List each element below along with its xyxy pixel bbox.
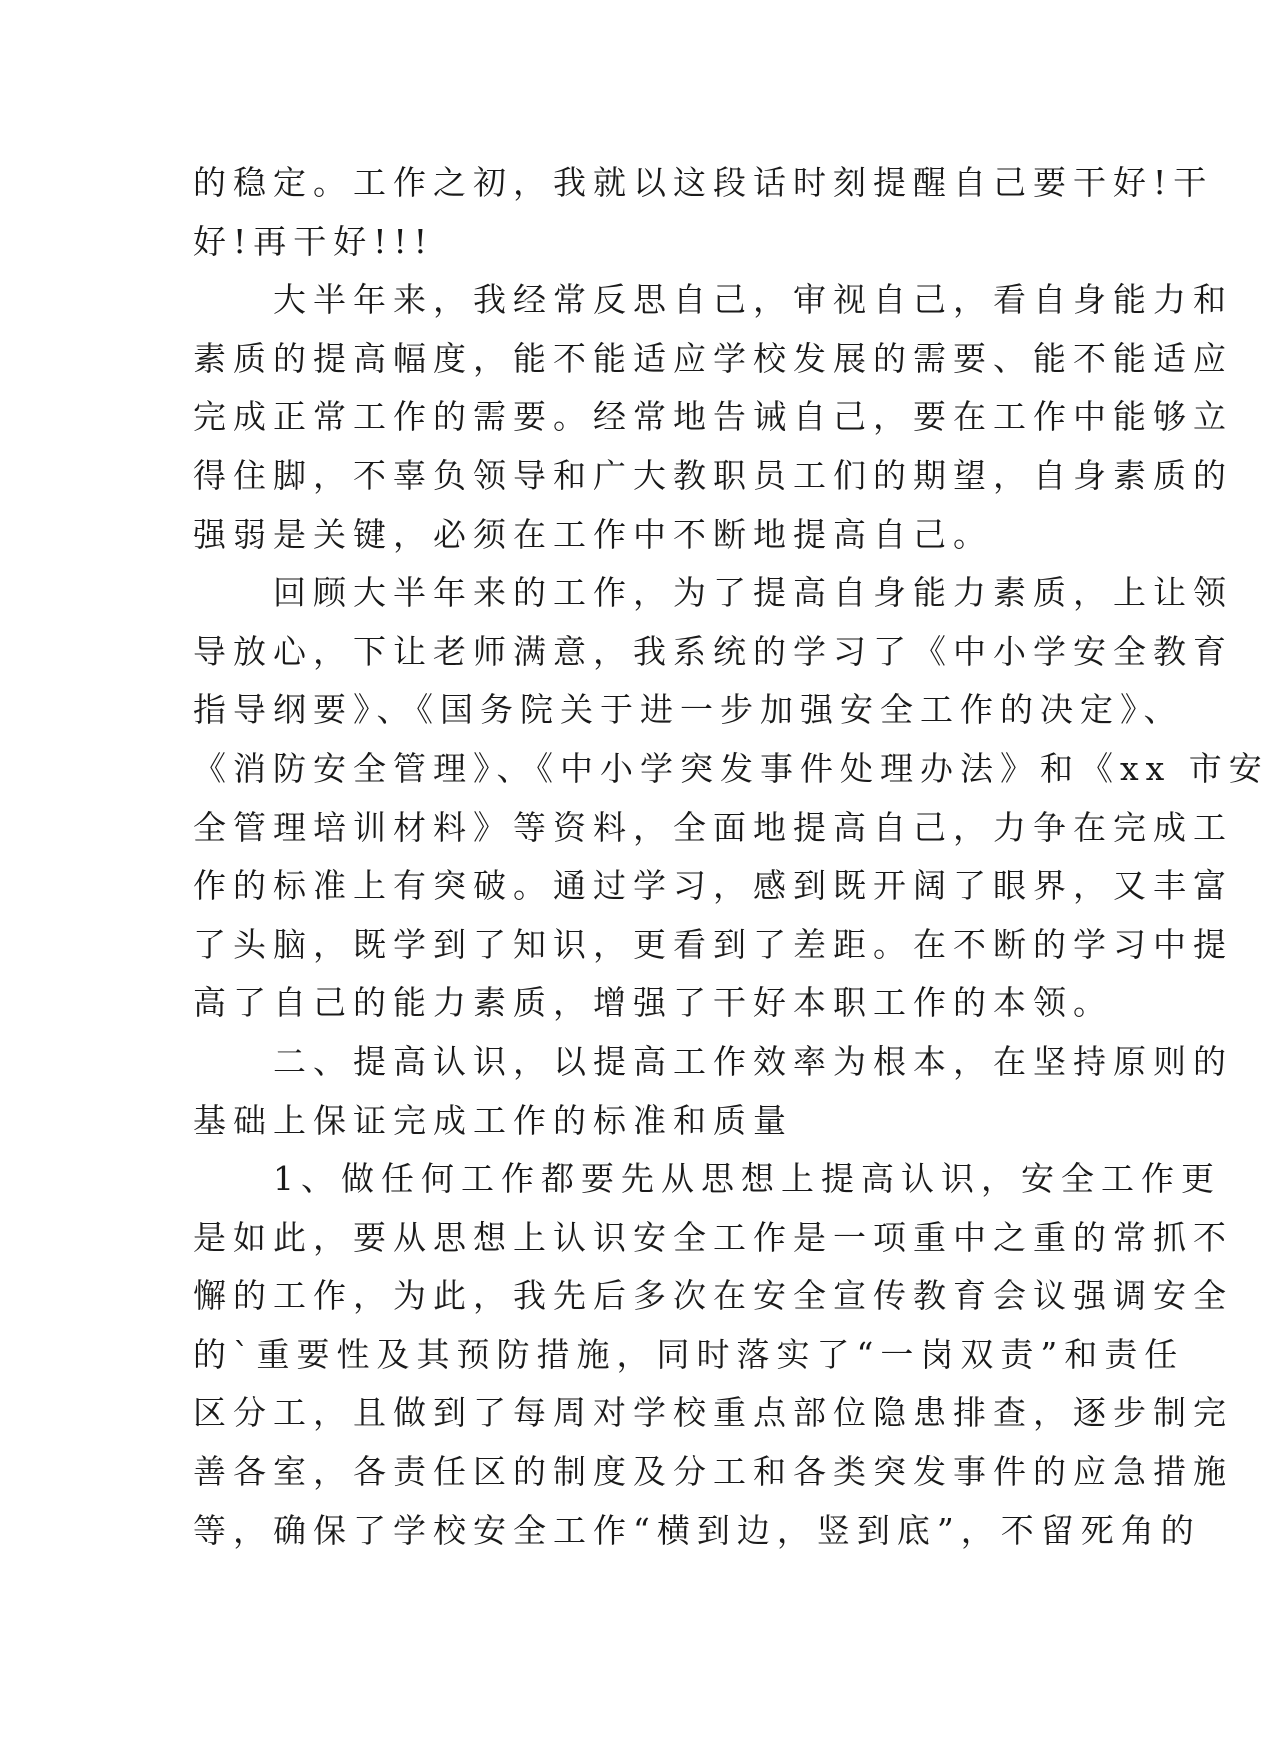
text-line: 区分工，且做到了每周对学校重点部位隐患排查，逐步制完: [193, 1393, 1233, 1433]
text-line: 导放心，下让老师满意，我系统的学习了《中小学安全教育: [193, 631, 1233, 671]
body-text: [193, 154, 1269, 1560]
text-line: 得住脚，不辜负领导和广大教职员工们的期望，自身素质的: [193, 455, 1233, 495]
text-line: 基础上保证完成工作的标准和质量: [193, 1100, 793, 1140]
text-line: 1、做任何工作都要先从思想上提高认识，安全工作更: [193, 1159, 1221, 1199]
text-line: 素质的提高幅度，能不能适应学校发展的需要、能不能适应: [193, 338, 1233, 378]
text-line: 强弱是关键，必须在工作中不断地提高自己。: [193, 514, 993, 554]
text-line: 全管理培训材料》等资料，全面地提高自己，力争在完成工: [193, 807, 1233, 847]
text-line: 懈的工作，为此，我先后多次在安全宣传教育会议强调安全: [193, 1276, 1233, 1316]
text-line: 好!再干好!!!: [193, 221, 435, 261]
text-line: 《消防安全管理》、《中小学突发事件处理办法》和《xx 市安: [193, 748, 1269, 788]
text-line: 回顾大半年来的工作，为了提高自身能力素质，上让领: [193, 573, 1233, 613]
text-line: 二、提高认识，以提高工作效率为根本，在坚持原则的: [193, 1041, 1233, 1081]
text-line: 善各室，各责任区的制度及分工和各类突发事件的应急措施: [193, 1452, 1233, 1492]
text-line: 是如此，要从思想上认识安全工作是一项重中之重的常抓不: [193, 1217, 1233, 1257]
text-line: 大半年来，我经常反思自己，审视自己，看自身能力和: [193, 280, 1233, 320]
text-line: 完成正常工作的需要。经常地告诫自己，要在工作中能够立: [193, 397, 1233, 437]
text-line: 指导纲要》、《国务院关于进一步加强安全工作的决定》、: [193, 690, 1184, 730]
text-line: 了头脑，既学到了知识，更看到了差距。在不断的学习中提: [193, 924, 1233, 964]
text-line: 作的标准上有突破。通过学习，感到既开阔了眼界，又丰富: [193, 866, 1233, 906]
text-line: 高了自己的能力素质，增强了干好本职工作的本领。: [193, 983, 1113, 1023]
text-line: 等，确保了学校安全工作“横到边，竖到底”，不留死角的: [193, 1510, 1201, 1550]
text-line: 的`重要性及其预防措施，同时落实了“一岗双责”和责任: [193, 1334, 1185, 1374]
text-line: 的稳定。工作之初，我就以这段话时刻提醒自己要干好!干: [193, 163, 1214, 202]
